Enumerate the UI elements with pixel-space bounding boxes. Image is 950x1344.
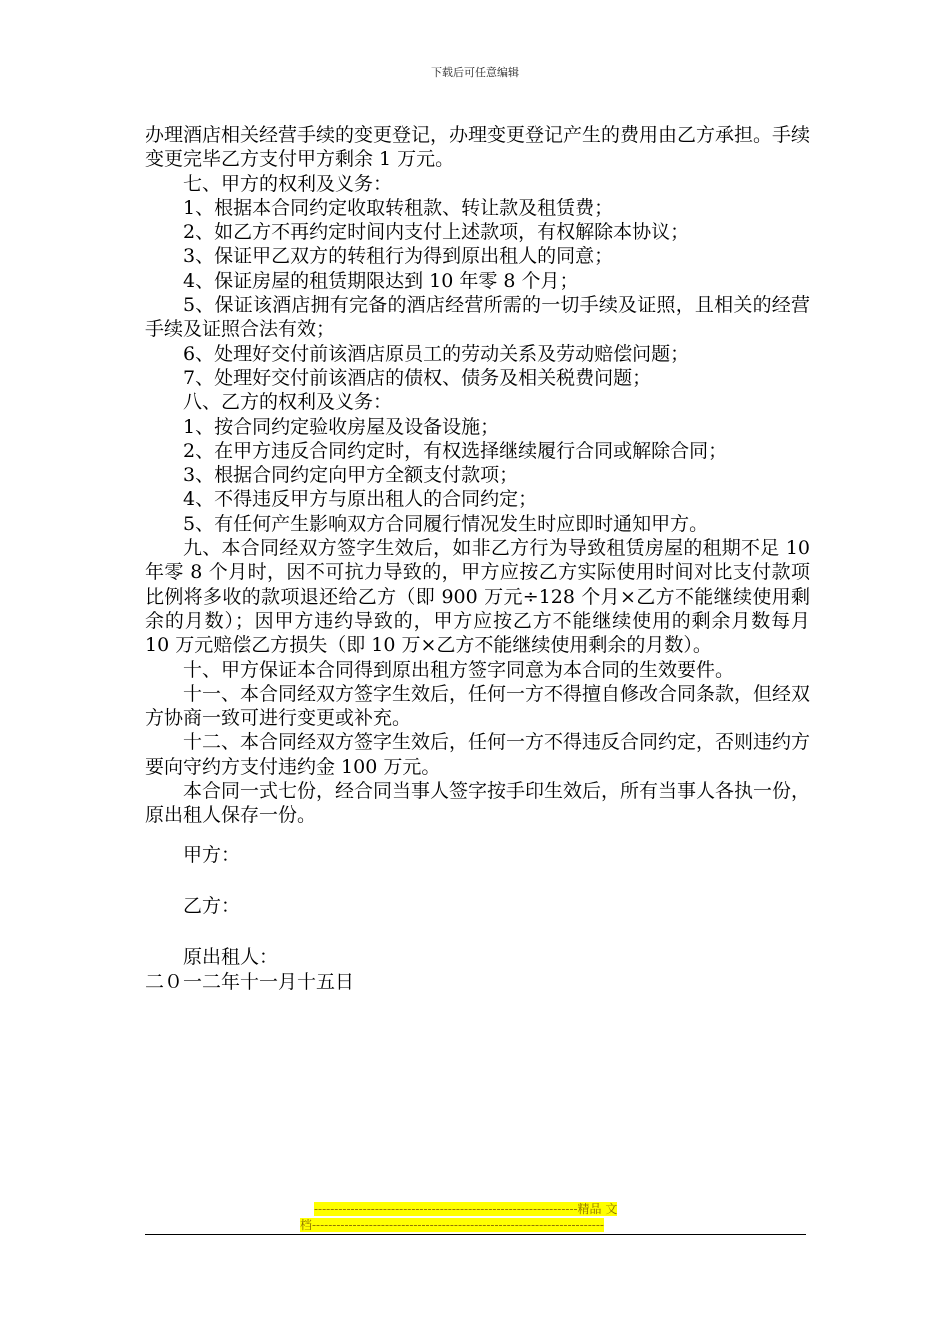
page-header: 下载后可任意编辑 bbox=[431, 66, 519, 79]
footer-watermark-line-2: 档------------------------------------------------------------------------ bbox=[300, 1218, 604, 1232]
paragraph: 5、保证该酒店拥有完备的酒店经营所需的一切手续及证照，且相关的经营手续及证照合法有效； bbox=[145, 294, 810, 341]
paragraph: 4、保证房屋的租赁期限达到 10 年零 8 个月； bbox=[183, 269, 579, 292]
paragraph: 十、甲方保证本合同得到原出租方签字同意为本合同的生效要件。 bbox=[183, 658, 735, 681]
signing-date: 二０一二年十一月十五日 bbox=[145, 970, 355, 993]
paragraph: 3、根据合同约定向甲方全额支付款项； bbox=[183, 464, 519, 487]
footer-watermark-line-1: -----------------------------------------------------------------精品 文 bbox=[314, 1202, 618, 1216]
paragraph: 3、保证甲乙双方的转租行为得到原出租人的同意； bbox=[183, 245, 614, 268]
party-a-signature-label: 甲方： bbox=[183, 843, 241, 866]
paragraph: 本合同一式七份，经合同当事人签字按手印生效后，所有当事人各执一份，原出租人保存一份。 bbox=[145, 780, 811, 827]
paragraph: 办理酒店相关经营手续的变更登记，办理变更登记产生的费用由乙方承担。手续变更完毕乙方支付甲方剩余 1 万元。 bbox=[145, 124, 811, 171]
paragraph: 九、本合同经双方签字生效后，如非乙方行为导致租赁房屋的租期不足 10 年零 8 个月时，因不可抗力导致的，甲方应按乙方实际使用时间对比支付款项比例将多收的款项退还给乙方（即 900 万元÷128 个月×乙方不能继续使用剩余的月数）；因甲方违约导致的，甲方应按乙方不能继续使用的剩余月数每月 10 万元赔偿乙方损失（即 10 万×乙方不能继续使用剩余的月数）。 bbox=[145, 537, 810, 657]
paragraph: 7、处理好交付前该酒店的债权、债务及相关税费问题； bbox=[183, 366, 652, 389]
paragraph: 5、有任何产生影响双方合同履行情况发生时应即时通知甲方。 bbox=[183, 512, 709, 535]
paragraph: 1、按合同约定验收房屋及设备设施； bbox=[183, 415, 500, 438]
paragraph-list bbox=[145, 123, 810, 828]
party-b-signature-label: 乙方： bbox=[183, 894, 241, 917]
signature-block bbox=[145, 843, 810, 970]
paragraph: 6、处理好交付前该酒店原员工的劳动关系及劳动赔偿问题； bbox=[183, 342, 690, 365]
footer-watermark bbox=[300, 1201, 650, 1233]
original-lessor-signature-label: 原出租人： bbox=[183, 946, 279, 969]
footer-divider bbox=[145, 1234, 806, 1235]
document-body bbox=[145, 123, 810, 994]
paragraph: 七、甲方的权利及义务： bbox=[183, 172, 393, 195]
paragraph: 2、如乙方不再约定时间内支付上述款项，有权解除本协议； bbox=[183, 221, 690, 244]
paragraph: 八、乙方的权利及义务： bbox=[183, 391, 393, 414]
paragraph: 1、根据本合同约定收取转租款、转让款及租赁费； bbox=[183, 196, 614, 219]
paragraph: 4、不得违反甲方与原出租人的合同约定； bbox=[183, 488, 538, 511]
paragraph: 十一、本合同经双方签字生效后，任何一方不得擅自修改合同条款，但经双方协商一致可进行变更或补充。 bbox=[145, 682, 811, 730]
paragraph: 2、在甲方违反合同约定时，有权选择继续履行合同或解除合同； bbox=[183, 439, 728, 462]
paragraph: 十二、本合同经双方签字生效后，任何一方不得违反合同约定，否则违约方要向守约方支付违约金 100 万元。 bbox=[145, 731, 811, 778]
